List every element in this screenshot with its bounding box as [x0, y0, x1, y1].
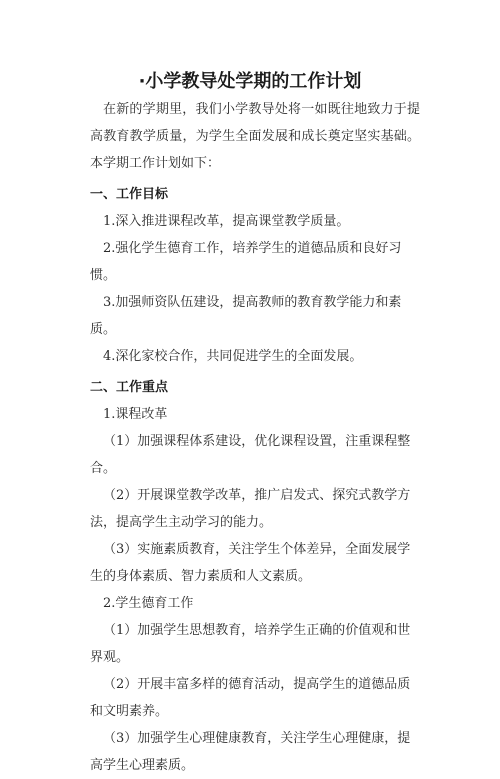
goal-item: 2.强化学生德育工作，培养学生的道德品质和良好习惯。	[90, 241, 402, 283]
curriculum-item: （2）开展课堂教学改革，推广启发式、探究式教学方法，提高学生主动学习的能力。	[90, 488, 411, 530]
moral-item: （2）开展丰富多样的德育活动，提高学生的道德品质和文明素养。	[90, 677, 411, 719]
section-heading-focus: 二、工作重点	[90, 380, 169, 395]
curriculum-item: （1）加强课程体系建设，优化课程设置，注重课程整合。	[90, 434, 411, 476]
curriculum-item: （3）实施素质教育，关注学生个体差异，全面发展学生的身体素质、智力素质和人文素质。	[90, 542, 411, 584]
intro-paragraph: 在新的学期里，我们小学教导处将一如既往地致力于提高教育教学质量，为学生全面发展和成长奠定坚实基础。本学期工作计划如下：	[90, 102, 420, 171]
moral-item: （3）加强学生心理健康教育，关注学生心理健康，提高学生心理素质。	[90, 731, 411, 773]
moral-item: （1）加强学生思想教育，培养学生正确的价值观和世界观。	[90, 623, 411, 665]
document-body	[90, 96, 420, 779]
subsection-label-curriculum: 1.课程改革	[103, 407, 168, 422]
goal-item: 1.深入推进课程改革，提高课堂教学质量。	[103, 214, 350, 229]
document-title: ·小学教导处学期的工作计划	[138, 71, 362, 92]
subsection-label-moral: 2.学生德育工作	[103, 596, 194, 611]
section-heading-goals: 一、工作目标	[90, 187, 169, 202]
goal-item: 3.加强师资队伍建设，提高教师的教育教学能力和素质。	[90, 295, 402, 337]
goal-item: 4.深化家校合作，共同促进学生的全面发展。	[103, 349, 363, 364]
